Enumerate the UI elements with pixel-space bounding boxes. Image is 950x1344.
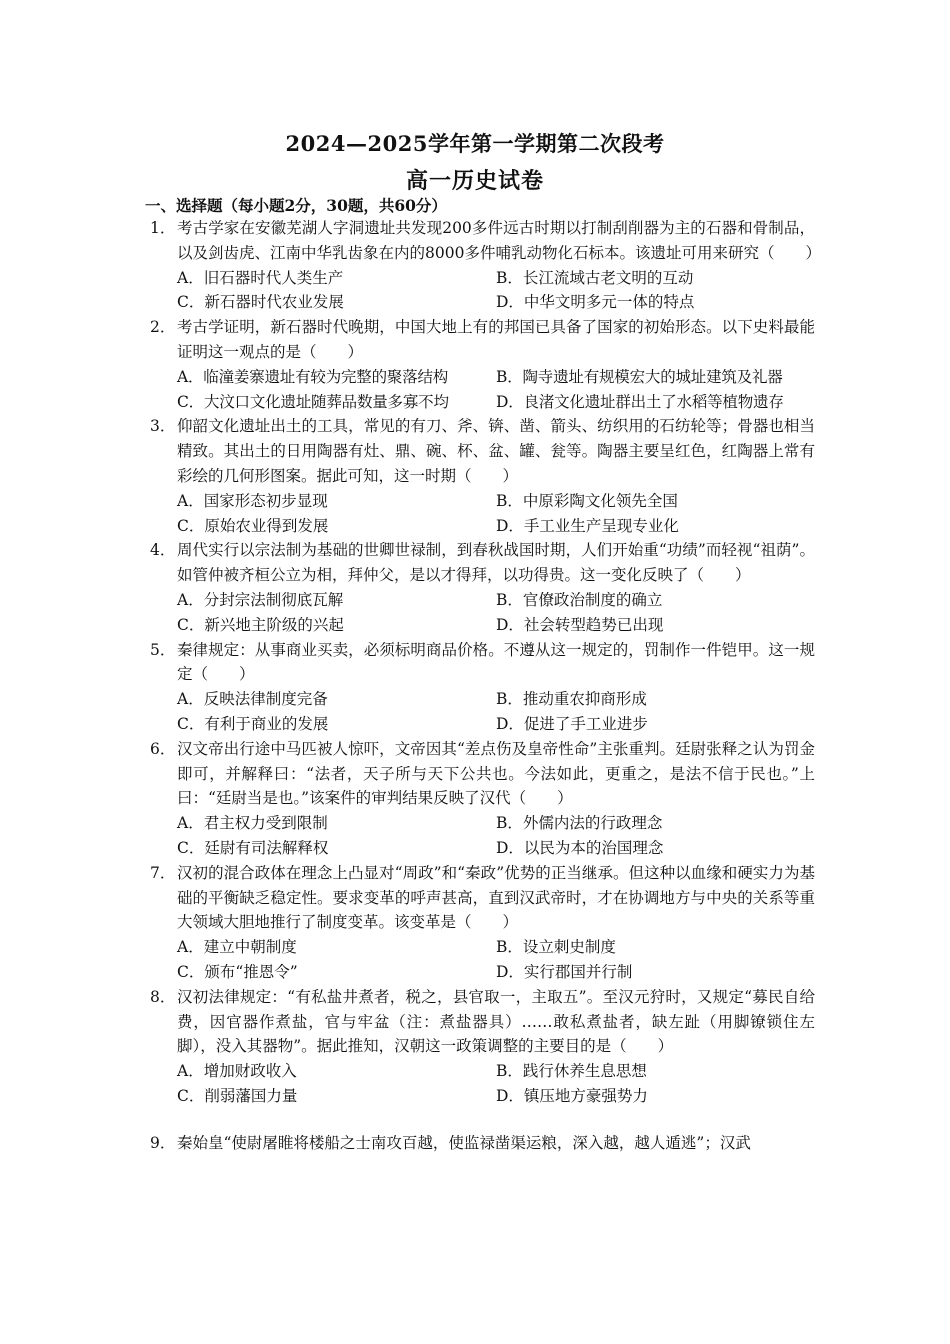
question-options xyxy=(177,1059,815,1109)
question-stem: 汉文帝出行途中马匹被人惊吓，文帝因其“差点伤及皇帝性命”主张重判。廷尉张释之认为罚金即可，并解释曰：“法者，天子所与天下公共也。今法如此，更重之，是法不信于民也。”上曰：“廷尉当是也。”该案件的审判结果反映了汉代（ ） xyxy=(177,739,815,808)
question-number: 9． xyxy=(150,1133,176,1152)
question-options xyxy=(177,687,815,737)
option-b: B．设立刺史制度 xyxy=(496,938,616,957)
option-c: C．廷尉有司法解释权 xyxy=(177,838,329,857)
option-c: C．新兴地主阶级的兴起 xyxy=(177,615,344,634)
option-d: D．良渚文化遗址群出土了水稻等植物遗存 xyxy=(496,392,784,411)
option-d: D．促进了手工业进步 xyxy=(496,714,648,733)
option-b: B．推动重农抑商形成 xyxy=(496,690,647,709)
question-stem: 考古学证明，新石器时代晚期，中国大地上有的邦国已具备了国家的初始形态。以下史料最能证明这一观点的是（ ） xyxy=(177,318,815,361)
option-c: C．原始农业得到发展 xyxy=(177,516,329,535)
question-8 xyxy=(150,985,815,1109)
question-options xyxy=(177,365,815,415)
question-number: 2． xyxy=(150,318,176,337)
option-d: D．手工业生产呈现专业化 xyxy=(496,516,679,535)
option-c: C．削弱藩国力量 xyxy=(177,1086,298,1105)
question-options xyxy=(177,588,815,638)
question-stem: 汉初的混合政体在理念上凸显对“周政”和“秦政”优势的正当继承。但这种以血缘和硬实力为基础的平衡缺乏稳定性。要求变革的呼声甚高，直到汉武帝时，才在协调地方与中央的关系等重大领域大胆地推行了制度变革。该变革是（ ） xyxy=(177,863,815,932)
question-list xyxy=(150,216,821,1155)
question-options xyxy=(177,811,815,861)
option-a: A．分封宗法制彻底瓦解 xyxy=(177,590,344,609)
option-a: A．反映法律制度完备 xyxy=(177,690,328,709)
question-2 xyxy=(150,315,815,414)
question-9 xyxy=(150,1131,815,1156)
question-stem: 汉初法律规定：“有私盐井煮者，税之，县官取一，主取五”。至汉元狩时，又规定“募民自给费，因官器作煮盐，官与牢盆（注：煮盐器具）……敢私煮盐者，缺左趾（用脚镣锁住左脚），没入其器物”。据此推知，汉朝这一政策调整的主要目的是（ ） xyxy=(177,987,815,1056)
option-d: D．以民为本的治国理念 xyxy=(496,838,664,857)
option-b: B．陶寺遗址有规模宏大的城址建筑及礼器 xyxy=(496,367,783,386)
question-number: 1． xyxy=(150,219,176,237)
option-c: C．大汶口文化遗址随葬品数量多寡不均 xyxy=(177,392,449,411)
option-c: C．颁布“推恩令” xyxy=(177,962,298,981)
question-7 xyxy=(150,861,815,985)
question-number: 8． xyxy=(150,987,176,1006)
option-b: B．践行休养生息思想 xyxy=(496,1062,647,1081)
option-a: A．增加财政收入 xyxy=(177,1062,297,1081)
option-b: B．中原彩陶文化领先全国 xyxy=(496,491,678,510)
question-4 xyxy=(150,538,815,637)
question-stem: 周代实行以宗法制为基础的世卿世禄制，到春秋战国时期，人们开始重“功绩”而轻视“祖荫”。如管仲被齐桓公立为相，拜仲父，是以才得拜，以功得贵。这一变化反映了（ ） xyxy=(177,541,815,585)
question-number: 4． xyxy=(150,541,176,560)
question-1 xyxy=(150,216,821,315)
question-options xyxy=(177,489,815,539)
question-number: 3． xyxy=(150,417,176,436)
question-stem: 考古学家在安徽芜湖人字洞遗址共发现200多件远古时期以打制刮削器为主的石器和骨制品，以及剑齿虎、江南中华乳齿象在内的8000多件哺乳动物化石标本。该遗址可用来研究（ ） xyxy=(177,219,821,262)
question-options xyxy=(177,266,815,316)
option-b: B．官僚政治制度的确立 xyxy=(496,590,663,609)
option-d: D．社会转型趋势已出现 xyxy=(496,615,664,634)
option-c: C．新石器时代农业发展 xyxy=(177,293,344,312)
option-a: A．临潼姜寨遗址有较为完整的聚落结构 xyxy=(177,367,449,386)
option-a: A．国家形态初步显现 xyxy=(177,491,328,510)
question-3 xyxy=(150,414,815,538)
exam-title: 2024—2025学年第一学期第二次段考 xyxy=(285,131,665,156)
option-a: A．旧石器时代人类生产 xyxy=(177,268,344,287)
question-6 xyxy=(150,737,815,861)
option-a: A．建立中朝制度 xyxy=(177,938,297,957)
option-d: D．中华文明多元一体的特点 xyxy=(496,293,695,312)
option-c: C．有利于商业的发展 xyxy=(177,714,329,733)
option-b: B．外儒内法的行政理念 xyxy=(496,814,663,833)
question-stem: 仰韶文化遗址出土的工具，常见的有刀、斧、锛、凿、箭头、纺织用的石纺轮等；骨器也相当精致。其出土的日用陶器有灶、鼎、碗、杯、盆、罐、瓮等。陶器主要呈红色，红陶器上常有彩绘的几何形图案。据此可知，这一时期（ ） xyxy=(177,417,815,485)
section-heading: 一、选择题（每小题2分，30题，共60分） xyxy=(145,196,447,215)
question-number: 7． xyxy=(150,863,176,882)
question-number: 5． xyxy=(150,640,176,659)
question-options xyxy=(177,935,815,985)
exam-subtitle: 高一历史试卷 xyxy=(405,168,544,194)
option-b: B．长江流域古老文明的互动 xyxy=(496,268,694,287)
question-stem: 秦律规定：从事商业买卖，必须标明商品价格。不遵从这一规定的，罚制作一件铠甲。这一规定（ ） xyxy=(177,640,815,684)
option-d: D．实行郡国并行制 xyxy=(496,962,633,981)
question-5 xyxy=(150,638,815,737)
option-d: D．镇压地方豪强势力 xyxy=(496,1086,648,1105)
option-a: A．君主权力受到限制 xyxy=(177,814,328,833)
spacer xyxy=(150,1109,815,1131)
question-number: 6． xyxy=(150,739,176,758)
question-stem: 秦始皇“使尉屠睢将楼船之士南攻百越，使监禄凿渠运粮，深入越，越人遁逃”；汉武 xyxy=(177,1133,751,1152)
